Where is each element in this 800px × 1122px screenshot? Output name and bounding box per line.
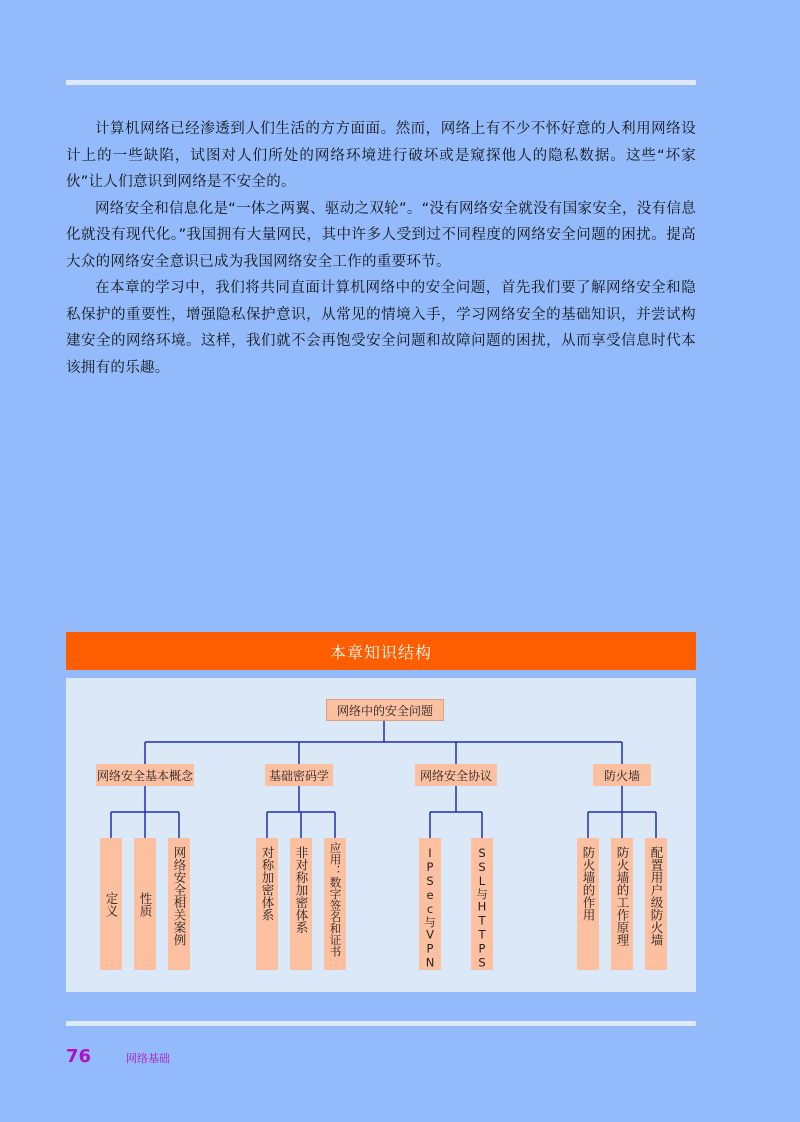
leaf-definition: 定义 (100, 838, 122, 970)
page-number: 76 (66, 1046, 92, 1067)
root-node: 网络中的安全问题 (326, 699, 444, 721)
leaf-ssl-https: SSL与HTTPS (471, 838, 493, 970)
leaf-asymmetric-encryption: 非对称加密体系 (290, 838, 312, 970)
top-rule (66, 80, 696, 85)
branch-firewall: 防火墙 (593, 764, 651, 786)
paragraph-2: 网络安全和信息化是“一体之两翼、驱动之双轮”。“没有网络安全就没有国家安全，没有信息化就没有现代化。”我国拥有大量网民，其中许多人受到过不同程度的网络安全问题的困扰。提高大众的网络安全意识已成为我国网络安全工作的重要环节。 (66, 200, 696, 270)
paragraph-3: 在本章的学习中，我们将共同直面计算机网络中的安全问题，首先我们要了解网络安全和隐私保护的重要性，增强隐私保护意识，从常见的情境入手，学习网络安全的基础知识，并尝试构建安全的网络环境。这样，我们就不会再饱受安全问题和故障问题的困扰，从而享受信息时代本该拥有的乐趣。 (66, 280, 696, 376)
leaf-security-cases: 网络安全相关案例 (168, 838, 190, 970)
leaf-user-firewall-config: 配置用户级防火墙 (645, 838, 667, 970)
knowledge-structure-diagram (66, 678, 696, 992)
diagram-connectors (66, 678, 696, 992)
branch-security-protocols: 网络安全协议 (415, 764, 497, 786)
branch-basic-concepts: 网络安全基本概念 (96, 764, 194, 786)
branch-cryptography: 基础密码学 (265, 764, 333, 786)
chapter-intro (66, 116, 696, 381)
knowledge-structure-banner: 本章知识结构 (66, 632, 696, 670)
leaf-firewall-principle: 防火墙的工作原理 (611, 838, 633, 970)
leaf-digital-signature: 应用：数字签名和证书 (324, 838, 346, 970)
bottom-rule (66, 1021, 696, 1026)
leaf-symmetric-encryption: 对称加密体系 (256, 838, 278, 970)
paragraph-1: 计算机网络已经渗透到人们生活的方方面面。然而，网络上有不少不怀好意的人利用网络设计上的一些缺陷，试图对人们所处的网络环境进行破坏或是窥探他人的隐私数据。这些“坏家伙”让人们意识到网络是不安全的。 (66, 121, 696, 190)
leaf-firewall-role: 防火墙的作用 (577, 838, 599, 970)
leaf-properties: 性质 (134, 838, 156, 970)
leaf-ipsec-vpn: IPSec与VPN (419, 838, 441, 970)
book-title: 网络基础 (126, 1052, 170, 1065)
